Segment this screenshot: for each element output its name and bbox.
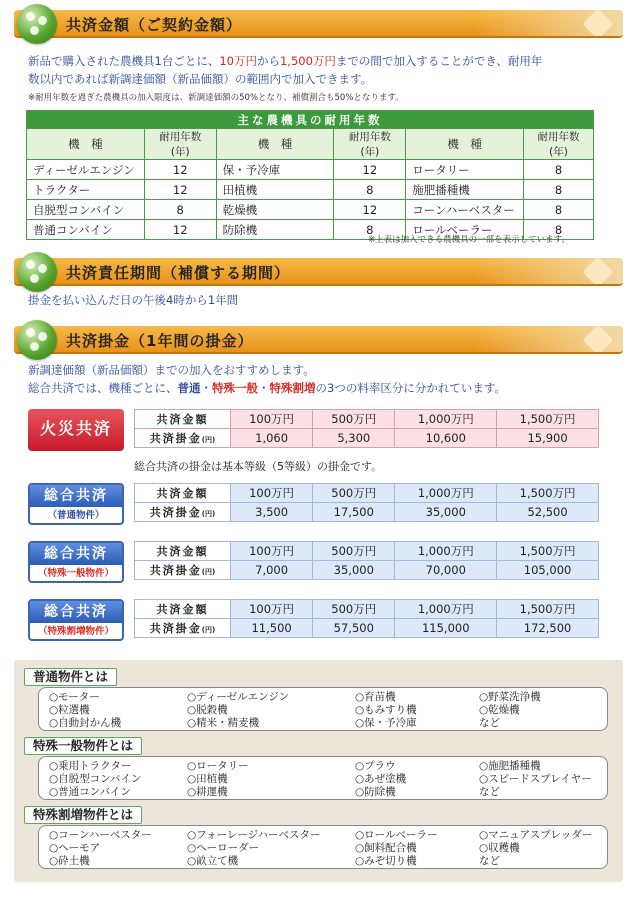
premium-label-text: 共済掛金 [149,622,202,635]
machine-name: ロールベーラー [406,220,524,240]
amount-row [135,410,599,429]
useful-life-years: 12 [144,160,216,180]
label-subtitle: （特殊割増物件） [37,626,114,637]
table-row [27,200,594,220]
table-title: 主な農機具の耐用年数 [27,111,594,129]
col-header-machine: 機 種 [216,129,334,160]
premium-label-text: 共済掛金 [149,506,202,519]
section-header-amount [14,10,623,38]
amount-cell: 100万円 [231,542,313,561]
machine-name: 田植機 [216,180,334,200]
category-box [38,825,608,869]
premium-cell: 10,600 [395,429,497,448]
category-title: 普通物件とは [24,668,117,686]
category-item: など [479,855,500,867]
useful-life-years: 12 [334,160,406,180]
premium-row [135,619,599,638]
col-header-years: 耐用年数(年) [144,129,216,160]
premium-cell: 70,000 [395,561,497,580]
category-title: 特殊割増物件とは [24,806,142,824]
machine-name: 自脱型コンバイン [27,200,145,220]
useful-life-years: 12 [144,180,216,200]
row-label-amount: 共済金額 [135,600,231,619]
category-item: ○モーター [49,691,100,703]
amount-cell: 1,500万円 [497,484,599,503]
category-item: ○保・予冷庫 [355,717,417,729]
category-item: ○普通コンバイン [49,786,131,798]
table-note: ※上表は加入できる農機具の一部を表示しています。 [368,235,570,245]
category-item: ○コーンハーベスター [49,829,152,841]
category-item: ○あぜ塗機 [355,773,407,785]
table-row [27,160,594,180]
amount-cell: 100万円 [231,484,313,503]
fire-premium-table [134,409,599,448]
row-label-amount: 共済金額 [135,484,231,503]
premium-cell: 11,500 [231,619,313,638]
premium-cell: 15,900 [497,429,599,448]
amount-cell: 1,000万円 [395,484,497,503]
machine-name: トラクター [27,180,145,200]
yen-unit: (円) [201,436,216,444]
amount-cell: 500万円 [313,410,395,429]
label-subtitle: （普通物件） [47,510,105,521]
intro-text: 新品で購入された農機具1台ごとに、10万円から1,500万円までの間で加入することができ、耐用年 数以内であれば新調達価額（新品価額）の範囲内で加入できます。 [28,54,543,86]
useful-life-table [26,110,594,240]
amount-cell: 100万円 [231,410,313,429]
machine-name: 乾燥機 [216,200,334,220]
category-item: ○ヘーモア [49,842,101,854]
yen-unit: (円) [201,626,216,634]
col-header-machine: 機 種 [406,129,524,160]
category-item: など [479,786,500,798]
extra-insurance-label [28,599,124,641]
col-header-years: 耐用年数(年) [524,129,594,160]
useful-life-years: 8 [524,160,594,180]
green-ball-icon [17,320,57,360]
category-item: ○マニュアスプレッダー [479,829,593,841]
premium-label-text: 共済掛金 [149,564,202,577]
section-title: 共済掛金（1年間の掛金） [66,332,254,350]
category-item: ○畝立て機 [187,855,239,867]
intro-note: ※耐用年数を過ぎた農機具の加入限度は、新調達価額の50%となり、補償割合も50%となります。 [28,93,404,103]
row-label-amount: 共済金額 [135,410,231,429]
table-row [27,180,594,200]
category-item: ○施肥播種機 [479,760,541,772]
premium-cell: 7,000 [231,561,313,580]
green-ball-icon [17,252,57,292]
category-box [38,756,608,800]
useful-life-years: 8 [524,200,594,220]
category-item: ○ロールベーラー [355,829,438,841]
premium-cell: 105,000 [497,561,599,580]
machine-name: 普通コンバイン [27,220,145,240]
premium-cell: 17,500 [313,503,395,522]
machine-name: ディーゼルエンジン [27,160,145,180]
yen-unit: (円) [201,568,216,576]
category-item: ○収穫機 [479,842,520,854]
category-item: ○乗用トラクター [49,760,132,772]
normal-premium-table [134,483,599,522]
premium-cell: 3,500 [231,503,313,522]
premium-cell: 35,000 [313,561,395,580]
amount-cell: 1,500万円 [497,542,599,561]
category-item: ○自動封かん機 [49,717,122,729]
label-title: 総合共済 [30,485,122,507]
machine-name: 防除機 [216,220,334,240]
label-subtitle: （特殊一般物件） [37,568,114,579]
premium-cell: 52,500 [497,503,599,522]
amount-cell: 1,000万円 [395,542,497,561]
section-title: 共済金額（ご契約金額） [66,16,243,34]
machine-name: ロータリー [406,160,524,180]
category-item: ○育苗機 [355,691,396,703]
premium-cell: 172,500 [497,619,599,638]
row-label-premium [135,561,231,580]
fire-insurance-label: 火災共済 [28,409,124,451]
section-header-period [14,258,623,286]
premium-label-text: 共済掛金 [149,432,202,445]
extra-premium-table [134,599,599,638]
amount-cell: 500万円 [313,600,395,619]
green-ball-icon [17,4,57,44]
category-item: ○プラウ [355,760,396,772]
category-item: ○スピードスプレイヤー [479,773,592,785]
category-item: ○野菜洗浄機 [479,691,541,703]
machine-name: コーンハーベスター [406,200,524,220]
category-item: ○みぞ切り機 [355,855,417,867]
category-item: ○耕運機 [187,786,228,798]
premium-row [135,429,599,448]
category-item: ○砕土機 [49,855,90,867]
category-item: ○フォーレージハーベスター [187,829,321,841]
useful-life-years: 12 [334,200,406,220]
category-item: ○もみすり機 [355,704,417,716]
useful-life-years: 8 [144,200,216,220]
label-title: 総合共済 [30,601,122,623]
category-title: 特殊一般物件とは [24,737,142,755]
row-label-premium [135,503,231,522]
category-item: ○飼料配合機 [355,842,417,854]
col-header-years: 耐用年数(年) [334,129,406,160]
special-premium-table [134,541,599,580]
useful-life-years: 8 [524,180,594,200]
amount-cell: 500万円 [313,484,395,503]
machine-name: 施肥播種機 [406,180,524,200]
useful-life-years: 8 [524,220,594,240]
premium-row [135,561,599,580]
category-item: ○ロータリー [187,760,249,772]
amount-cell: 1,000万円 [395,600,497,619]
row-label-premium [135,619,231,638]
premium-cell: 1,060 [231,429,313,448]
premium-cell: 57,500 [313,619,395,638]
row-label-premium [135,429,231,448]
normal-insurance-label [28,483,124,525]
category-box [38,687,608,731]
category-item: ○防除機 [355,786,396,798]
category-item: ○田植機 [187,773,228,785]
category-item: ○精米・精麦機 [187,717,260,729]
useful-life-years: 8 [334,180,406,200]
amount-cell: 500万円 [313,542,395,561]
premium-cell: 115,000 [395,619,497,638]
category-item: ○ヘーローダー [187,842,260,854]
amount-cell: 1,000万円 [395,410,497,429]
period-text: 掛金を払い込んだ日の午後4時から1年間 [28,293,239,307]
base-grade-note: 総合共済の掛金は基本等級（5等級）の掛金です。 [134,460,383,473]
yen-unit: (円) [201,510,216,518]
useful-life-years: 12 [144,220,216,240]
category-item: など [479,717,500,729]
amount-row [135,600,599,619]
category-item: ○粒選機 [49,704,90,716]
premium-cell: 35,000 [395,503,497,522]
category-item: ○ディーゼルエンジン [187,691,290,703]
row-label-amount: 共済金額 [135,542,231,561]
premium-intro: 新調達価額（新品価額）までの加入をおすすめします。 総合共済では、機種ごとに、普通・特殊一般・特殊割増の3つの料率区分に分かれています。 [28,363,506,395]
section-title: 共済責任期間（補償する期間） [66,264,291,282]
category-item: ○乾燥機 [479,704,520,716]
premium-row [135,503,599,522]
category-item: ○自脱型コンバイン [49,773,142,785]
col-header-machine: 機 種 [27,129,145,160]
section-header-premium [14,326,623,354]
label-title: 総合共済 [30,543,122,565]
amount-cell: 1,500万円 [497,600,599,619]
amount-cell: 1,500万円 [497,410,599,429]
category-item: ○脱穀機 [187,704,228,716]
useful-life-years: 8 [334,220,406,240]
amount-row [135,484,599,503]
special-insurance-label [28,541,124,583]
premium-cell: 5,300 [313,429,395,448]
amount-cell: 100万円 [231,600,313,619]
amount-row [135,542,599,561]
machine-name: 保・予冷庫 [216,160,334,180]
